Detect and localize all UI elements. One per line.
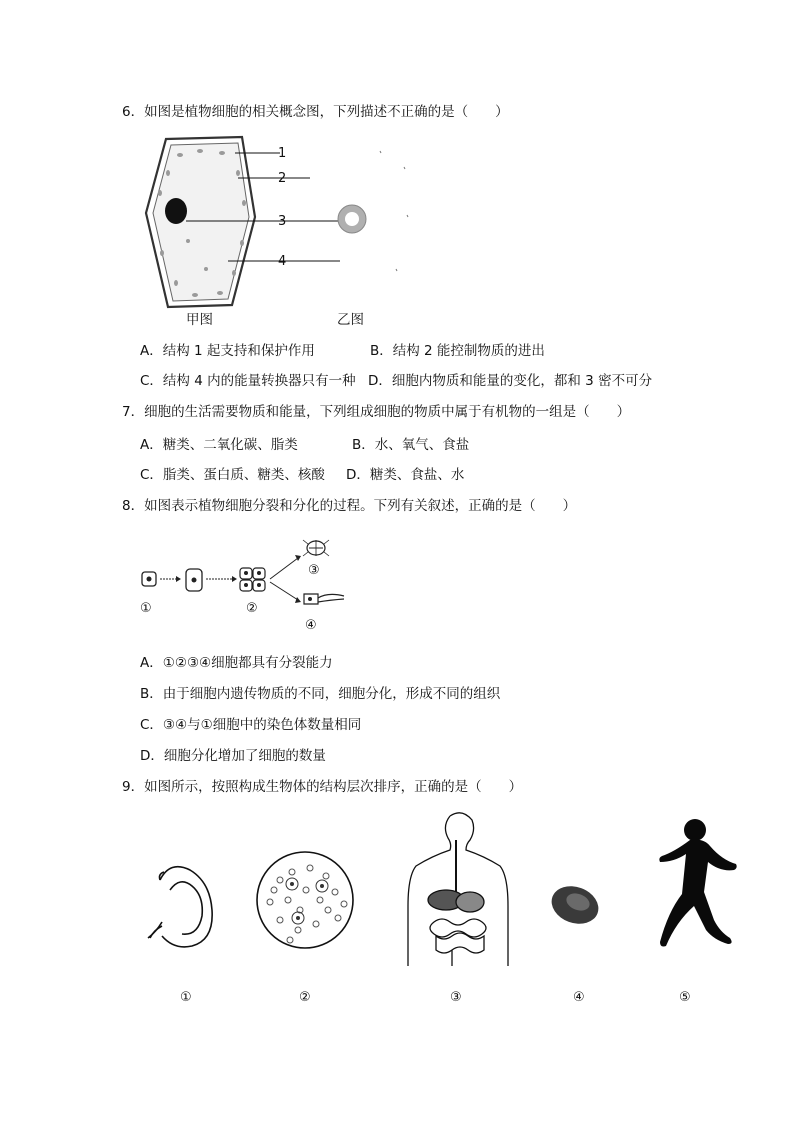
q8-option-c: C．③④与①细胞中的染色体数量相同 xyxy=(140,717,362,733)
plant-cell-diagram xyxy=(140,133,440,313)
cell-membrane xyxy=(153,143,249,301)
tissue-image xyxy=(257,852,353,948)
q6-label-2: 2 xyxy=(278,171,287,186)
q7-option-c: C．脂类、蛋白质、糖类、核酸 xyxy=(140,467,325,483)
q6-figure xyxy=(140,133,440,313)
q9-stem: 9．如图所示，按照构成生物体的结构层次排序，正确的是（ ） xyxy=(122,779,523,795)
q6-label-3: 3 xyxy=(278,214,287,229)
nucleus xyxy=(165,198,187,224)
q8-label-2: ② xyxy=(246,601,258,616)
q7-stem: 7．细胞的生活需要物质和能量，下列组成细胞的物质中属于有机物的一组是（ ） xyxy=(122,404,631,420)
q8-label-3: ③ xyxy=(308,563,320,578)
q7-option-d: D．糖类、食盐、水 xyxy=(346,467,465,483)
q6-option-d: D．细胞内物质和能量的变化，都和 3 密不可分 xyxy=(368,373,653,389)
q8-stem: 8．如图表示植物细胞分裂和分化的过程。下列有关叙述，正确的是（ ） xyxy=(122,498,577,514)
q8-option-d: D．细胞分化增加了细胞的数量 xyxy=(140,748,326,764)
q8-option-a: A．①②③④细胞都具有分裂能力 xyxy=(140,655,333,671)
q6-option-b: B．结构 2 能控制物质的进出 xyxy=(370,343,545,359)
q6-caption-jia: 甲图 xyxy=(186,312,213,328)
q7-option-a: A．糖类、二氧化碳、脂类 xyxy=(140,437,298,453)
yi-cell-center xyxy=(345,212,359,226)
q6-stem: 6．如图是植物细胞的相关概念图，下列描述不正确的是（ ） xyxy=(122,104,509,120)
q9-label-1: ① xyxy=(180,990,192,1005)
q9-label-4: ④ xyxy=(573,990,585,1005)
q6-label-1: 1 xyxy=(278,146,287,161)
q7-option-b: B．水、氧气、食盐 xyxy=(352,437,470,453)
digestive-system-image xyxy=(408,813,508,966)
q8-label-1: ① xyxy=(140,601,152,616)
q8-figure xyxy=(138,532,368,632)
q6-option-a: A．结构 1 起支持和保护作用 xyxy=(140,343,315,359)
cell-division-diagram xyxy=(138,532,368,632)
q8-label-4: ④ xyxy=(305,618,317,633)
q9-label-3: ③ xyxy=(450,990,462,1005)
q9-label-2: ② xyxy=(299,990,311,1005)
structure-levels-diagram xyxy=(130,810,740,985)
q6-caption-yi: 乙图 xyxy=(337,312,364,328)
stomach-image xyxy=(148,867,212,947)
runner-silhouette-image xyxy=(659,819,736,947)
q8-option-b: B．由于细胞内遗传物质的不同，细胞分化，形成不同的组织 xyxy=(140,686,501,702)
q6-label-4: 4 xyxy=(278,254,287,269)
red-blood-cell-image xyxy=(546,880,603,930)
q6-option-c: C．结构 4 内的能量转换器只有一种 xyxy=(140,373,356,389)
q9-figure xyxy=(130,810,740,985)
q9-label-5: ⑤ xyxy=(679,990,691,1005)
